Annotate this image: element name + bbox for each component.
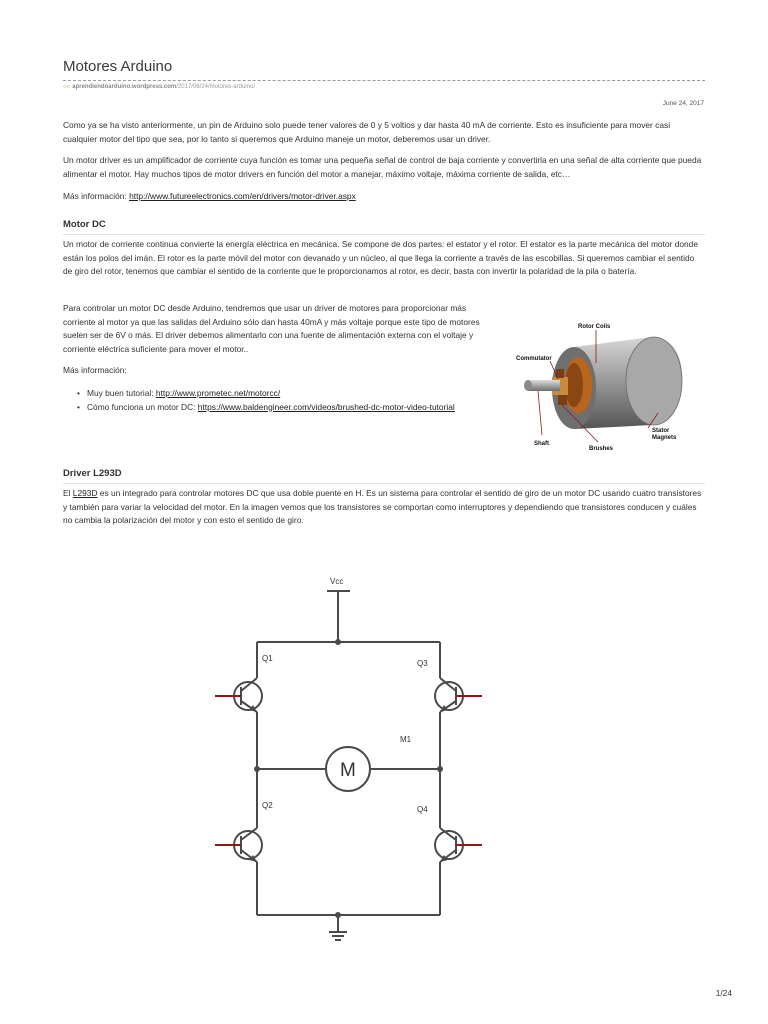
label-vcc: Vcc — [330, 577, 344, 586]
junction-dot — [335, 912, 341, 918]
title-divider — [63, 80, 705, 81]
junction-dot — [335, 639, 341, 645]
label-commutator: Commutator — [516, 356, 552, 362]
list-item — [63, 401, 455, 415]
baldengineer-link[interactable]: https://www.baldengineer.com/videos/brushed-dc-motor-video-tutorial — [197, 401, 455, 412]
label-stator: Stator — [652, 428, 670, 434]
section-divider — [63, 234, 705, 235]
label-q3: Q3 — [417, 659, 428, 668]
source-domain[interactable]: aprendiendoarduino.wordpress.com — [72, 84, 177, 90]
list-item-label: Cómo funciona un motor DC: — [87, 401, 198, 412]
prometec-link[interactable]: http://www.prometec.net/motorcc/ — [155, 388, 281, 398]
driver-paragraph-rest: es un integrado para controlar motores DC que usa doble puente en H. Es un sistema para controlar el sentido de giro de un motor DC usando cuatro transistores y también para variar la velocidad del motor. En la imagen vemos que los transistores se comportan como interruptores y dependiendo que transistores conducen y cuáles no cambia la polarización del motor y con esto el sentido de giro. — [63, 488, 702, 525]
shaft-leader — [538, 391, 542, 435]
motor-letter: M — [340, 760, 356, 781]
post-date: June 24, 2017 — [662, 100, 704, 107]
h-bridge-circuit-diagram — [205, 570, 505, 950]
label-q2: Q2 — [262, 801, 273, 810]
section-divider — [63, 483, 705, 484]
shaft-end-shape — [524, 380, 532, 391]
junction-dot — [254, 766, 260, 772]
tutorial-link-list — [63, 387, 455, 414]
driver-paragraph — [63, 487, 705, 528]
section-heading-driver: Driver L293D — [63, 468, 122, 479]
futureelectronics-link[interactable]: http://www.futureelectronics.com/en/drivers/motor-driver.aspx — [129, 191, 356, 201]
more-info-label: Más información: — [63, 191, 130, 201]
can-end-shape — [626, 337, 682, 425]
bullet: • — [77, 401, 80, 412]
dc-motor-illustration — [512, 317, 692, 457]
site-logo-icon: ○○ — [63, 84, 71, 90]
brush-bottom-shape — [558, 395, 567, 405]
label-rotor-coils: Rotor Coils — [578, 324, 611, 330]
section-heading-motor-dc: Motor DC — [63, 219, 106, 230]
intro-paragraph-1: Como ya se ha visto anteriormente, un pin de Arduino solo puede tener valores de 0 y 5 voltios y dar hasta 40 mA de corriente. Esto es insuficiente para mover casi cualquier motor del tipo que sea, por lo tanto si queremos que Arduino maneje un motor, deberemos usar un driver. — [63, 120, 671, 144]
label-shaft: Shaft — [534, 441, 549, 447]
shaft-shape — [528, 380, 560, 391]
label-magnets: Magnets — [652, 435, 677, 441]
more-info-heading: Más información: — [63, 365, 127, 375]
driver-paragraph-start: El — [63, 488, 73, 498]
page-title: Motores Arduino — [63, 58, 173, 75]
motor-dc-paragraph-2: Para controlar un motor DC desde Arduino, tendremos que usar un driver de motores para proporcionar más corriente al motor ya que las salidas del Arduino sólo dan hasta 40mA y más voltaje porque este tipo de motores suelen ser de 6V o más. El driver debemos alimentarlo con una fuente de alimentación externa con el voltaje y corriente eléctrica suficiente para mover el motor.. — [63, 303, 480, 354]
intro-paragraph-2: Un motor driver es un amplificador de corriente cuya función es tomar una pequeña señal de control de baja corriente y convertirla en una señal de alta corriente que pueda alimentar el motor. Hay muchos tipos de motor drivers en función del motor a manejar, máximo voltaje, máxima corriente de salida, etc… — [63, 155, 702, 179]
source-url[interactable] — [63, 84, 255, 90]
label-brushes: Brushes — [589, 446, 614, 452]
more-info-line — [63, 190, 705, 204]
motor-dc-paragraph-1: Un motor de corriente continua convierte la energía eléctrica en mecánica. Se compone de dos partes: el estator y el rotor. El estator es la parte mecánica del motor donde están los polos del imán. El rotor es la parte móvil del motor con devanado y un núcleo, al que llega la corriente a través de las escobillas. Si queremos cambiar el sentido de giro del rotor, tenemos que cambiar el sentido de la corriente que le proporcionamos al rotor, es decir, basta con invertir la polaridad de la pila o batería. — [63, 239, 698, 276]
page-number: 1/24 — [715, 988, 732, 998]
source-path[interactable]: /2017/06/24/motores-arduino/ — [176, 84, 255, 90]
bullet: • — [77, 388, 80, 398]
l293d-link[interactable]: L293D — [72, 488, 98, 498]
label-q1: Q1 — [262, 654, 273, 663]
list-item — [63, 387, 455, 401]
list-item-label: Muy buen tutorial: — [87, 388, 156, 398]
junction-dot — [437, 766, 443, 772]
label-q4: Q4 — [417, 805, 428, 814]
label-m1: M1 — [400, 735, 412, 744]
